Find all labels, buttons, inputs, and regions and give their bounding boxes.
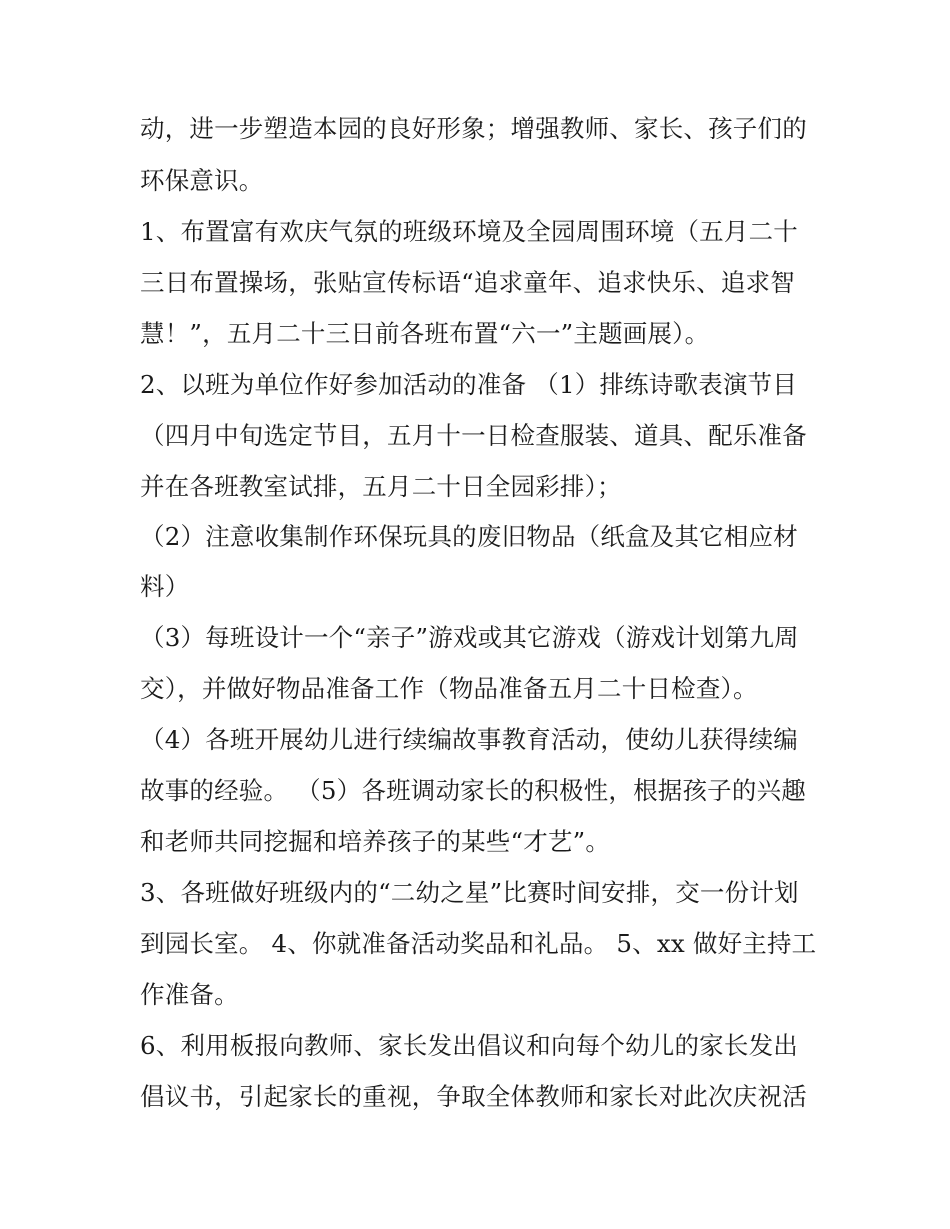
text-line: 和老师共同挖掘和培养孩子的某些“才艺”。 xyxy=(140,827,611,856)
text-line: 到园长室。 4、你就准备活动奖品和礼品。 5、xx 做好主持工 xyxy=(140,929,817,958)
text-line: （3）每班设计一个“亲子”游戏或其它游戏（游戏计划第九周 xyxy=(140,623,799,652)
text-line: 交），并做好物品准备工作（物品准备五月二十日检查）。 xyxy=(140,674,758,703)
text-line: 倡议书，引起家长的重视，争取全体教师和家长对此次庆祝活 xyxy=(140,1082,807,1111)
text-line: 料） xyxy=(140,572,190,601)
text-line: 动，进一步塑造本园的良好形象；增强教师、家长、孩子们的 xyxy=(140,114,807,143)
text-line: （2）注意收集制作环保玩具的废旧物品（纸盒及其它相应材 xyxy=(140,522,798,551)
text-line: 环保意识。 xyxy=(140,166,264,195)
text-line: 并在各班教室试排，五月二十日全园彩排）； xyxy=(140,472,622,501)
text-line: 慧！”，五月二十三日前各班布置“六一”主题画展）。 xyxy=(140,319,710,348)
text-line: （四月中旬选定节目，五月十一日检查服装、道具、配乐准备 xyxy=(140,421,807,450)
text-line: 故事的经验。 （5）各班调动家长的积极性，根据孩子的兴趣 xyxy=(140,776,806,805)
text-line: 三日布置操场，张贴宣传标语“追求童年、追求快乐、追求智 xyxy=(140,268,795,297)
text-line: 2、以班为单位作好参加活动的准备 （1）排练诗歌表演节目 xyxy=(140,370,798,399)
text-line: 作准备。 xyxy=(140,980,239,1009)
text-line: 1、布置富有欢庆气氛的班级环境及全园周围环境（五月二十 xyxy=(140,217,798,246)
text-line: 3、各班做好班级内的“二幼之星”比赛时间安排，交一份计划 xyxy=(140,878,799,907)
text-line: 6、利用板报向教师、家长发出倡议和向每个幼儿的家长发出 xyxy=(140,1031,798,1060)
text-line: （4）各班开展幼儿进行续编故事教育活动，使幼儿获得续编 xyxy=(140,725,798,754)
